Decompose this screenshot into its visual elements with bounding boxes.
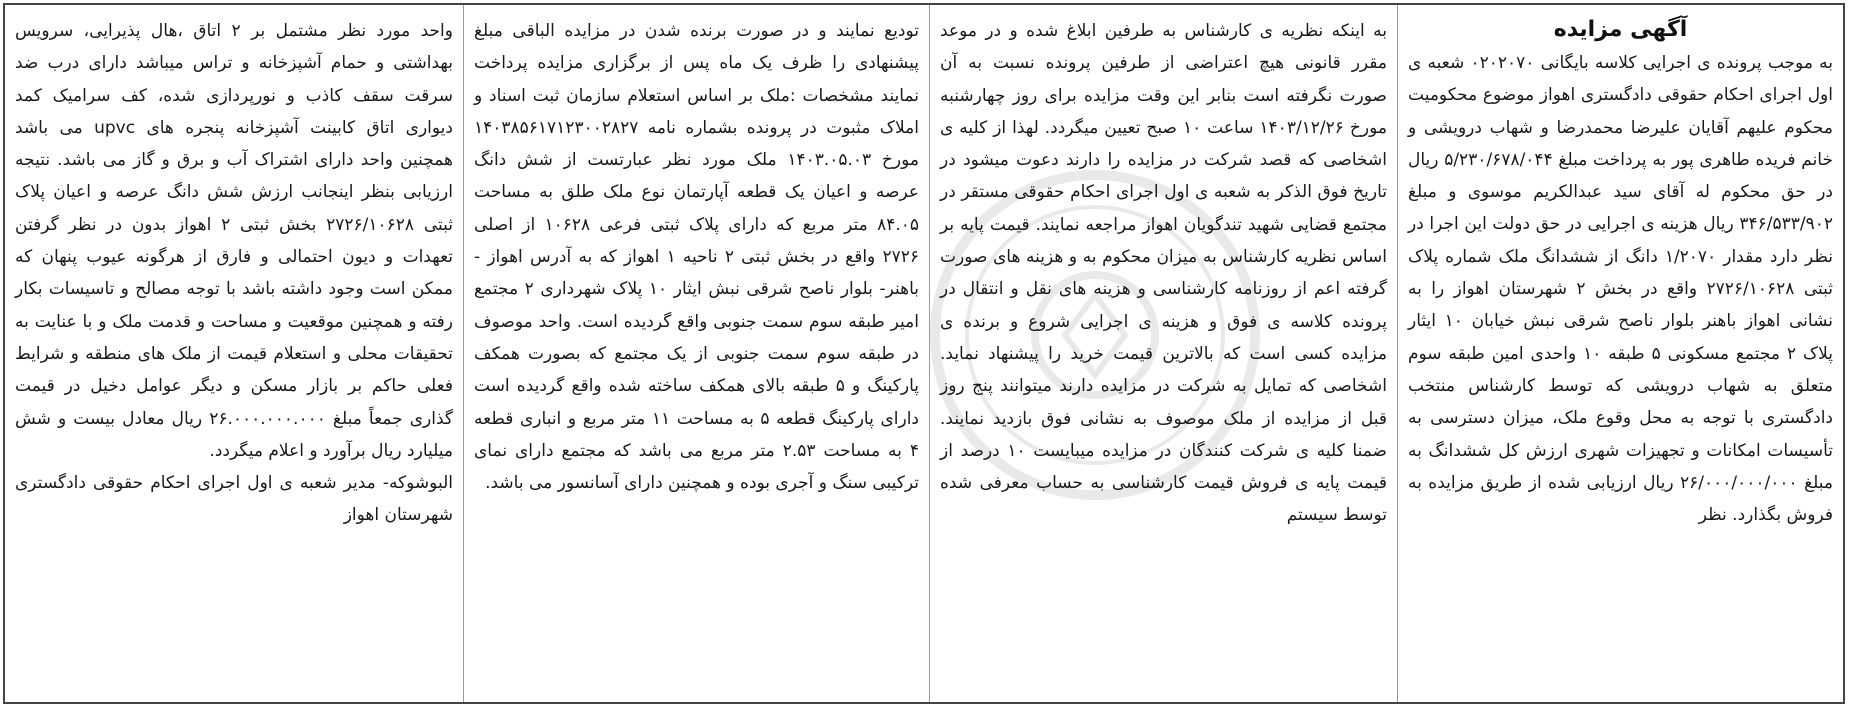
notice-paragraph-4: واحد مورد نظر مشتمل بر ۲ اتاق ،هال پذیرایی، سرویس بهداشتی و حمام آشپزخانه و تراس میباشد دارای درب ضد سرقت سقف کاذب و نورپردازی شده، کف سرامیک کمد دیواری اتاق کابینت آشپزخانه پنجره های upvc می باشد همچنین واحد دارای اشتراک آب و برق و گاز می باشد. نتیجه ارزیابی بنظر اینجانب ارزش شش دانگ عرصه و اعیان پلاک ثبتی ۲۷۲۶/۱۰۶۲۸ بخش ثبتی ۲ اهواز بدون در نظر گرفتن تعهدات و دیون احتمالی و فارق از هرگونه عیوب پنهان که ممکن است وجود داشته باشد با توجه مصالح و تاسیسات بکار رفته و همچنین موقعیت و مساحت و قدمت ملک و با عنایت به تحقیقات محلی و استعلام قیمت از ملک های منطقه و شرایط فعلی حاکم بر بازار مسکن و دیگر عوامل دخیل در قیمت گذاری جمعاً مبلغ ۲۶.۰۰۰.۰۰۰.۰۰۰ ریال معادل بیست و شش میلیارد ریال برآورد و اعلام میگردد. bbox=[15, 21, 453, 461]
notice-column-4 bbox=[5, 5, 463, 702]
notice-frame bbox=[3, 3, 1845, 704]
notice-column-3 bbox=[463, 5, 929, 702]
notice-signature: البوشوکه- مدیر شعبه ی اول اجرای احکام حقوقی دادگستری شهرستان اهواز bbox=[15, 473, 453, 526]
notice-column-1 bbox=[1397, 5, 1843, 702]
notice-columns bbox=[5, 5, 1843, 702]
notice-paragraph-3: توديع نمايند و در صورت برنده شدن در مزایده الباقی مبلغ پیشنهادی را ظرف یک ماه پس از برگزاری مزایده پرداخت نمایند مشخصات :ملک بر اساس استعلام سازمان ثبت اسناد و املاک مثبوت در پرونده بشماره نامه ۱۴۰۳۸۵۶۱۷۱۲۳۰۰۲۸۲۷ مورخ ۱۴۰۳.۰۵.۰۳ ملک مورد نظر عبارتست از شش دانگ عرصه و اعیان یک قطعه آپارتمان نوع ملک طلق به مساحت ۸۴.۰۵ متر مربع که دارای پلاک ثبتی فرعی ۱۰۶۲۸ از اصلی ۲۷۲۶ واقع در بخش ثبتی ۲ ناحیه ۱ اهواز که به آدرس اهواز - باهنر- بلوار ناصح شرقی نبش ایثار ۱۰ پلاک شهرداری ۲ مجتمع امیر طبقه سوم سمت جنوبی واقع گردیده است. واحد موصوف در طبقه سوم سمت جنوبی از یک مجتمع که بصورت همکف پارکینگ و ۵ طبقه بالای همکف ساخته شده واقع گردیده است دارای پارکینگ قطعه ۵ به مساحت ۱۱ متر مربع و انباری قطعه ۴ به مساحت ۲.۵۳ متر مربع می باشد که مجتمع دارای نمای ترکیبی سنگ و آجری بوده و همچنین دارای آسانسور می باشد. bbox=[474, 21, 920, 494]
notice-title: آگهی مزایده bbox=[1553, 17, 1688, 42]
notice-column-2 bbox=[929, 5, 1397, 702]
notice-paragraph-2: به اینکه نظریه ی کارشناس به طرفین ابلاغ شده و در موعد مقرر قانونی هیچ اعتراضی از طرفین پرونده نسبت به آن صورت نگرفته است بنابر این وقت مزایده برای روز چهارشنبه مورخ ۱۴۰۳/۱۲/۲۶ ساعت ۱۰ صبح تعیین میگردد. لهذا از کلیه ی اشخاصی که قصد شرکت در مزایده را دارند دعوت میشود در تاریخ فوق الذکر به شعبه ی اول اجرای احکام حقوقی مستقر در مجتمع قضایی شهید تندگویان اهواز مراجعه نمایند. قیمت پایه بر اساس نظریه کارشناس به میزان محکوم به و هزینه های صورت گرفته اعم از روزنامه کارشناسی و هزینه های نقل و انتقال در پرونده کلاسه ی فوق و هزینه ی اجرایی شروع و برنده ی مزایده کسی است که بالاترین قیمت خرید را پیشنهاد نماید. اشخاصی که تمایل به شرکت در مزایده دارند میتوانند پنج روز قبل از مزایده از ملک موصوف به نشانی فوق بازدید نمایند. ضمنا کلیه ی شرکت کنندگان در مزایده میبایست ۱۰ درصد از قیمت پایه ی فروش قیمت کارشناسی به حساب معرفی شده توسط سیستم bbox=[940, 21, 1387, 526]
notice-paragraph-1: به موجب پرونده ی اجرایی کلاسه بایگانی ۰۲۰۲۰۷۰ شعبه ی اول اجرای احکام حقوقی دادگستری اهواز موضوع محکومیت محکوم علیهم آقایان علیرضا محمدرضا و شهاب درویشی و خانم فریده طاهری پور به پرداخت مبلغ ۵/۲۳۰/۶۷۸/۰۴۴ ریال در حق محکوم له آقای سید عبدالکریم موسوی و مبلغ ۳۴۶/۵۳۳/۹۰۲ ریال هزینه ی اجرایی در حق دولت این اجرا در نظر دارد مقدار ۱/۲۰۷۰ دانگ از ششدانگ ملک شماره پلاک ثبتی ۲۷۲۶/۱۰۶۲۸ واقع در بخش ۲ شهرستان اهواز را به نشانی اهواز باهنر بلوار ناصح شرقی نبش خیابان ۱۰ ایثار پلاک ۲ مجتمع مسکونی ۵ طبقه ۱۰ واحدی امین طبقه سوم متعلق به شهاب درویشی که توسط کارشناس منتخب دادگستری با توجه به محل وقوع ملک، میزان دسترسی به تأسیسات امکانات و تجهیزات شهری ارزش کل ششدانگ به مبلغ ۲۶/۰۰۰/۰۰۰/۰۰۰ ریال ارزیابی شده از طریق مزایده به فروش بگذارد. نظر bbox=[1408, 53, 1834, 526]
